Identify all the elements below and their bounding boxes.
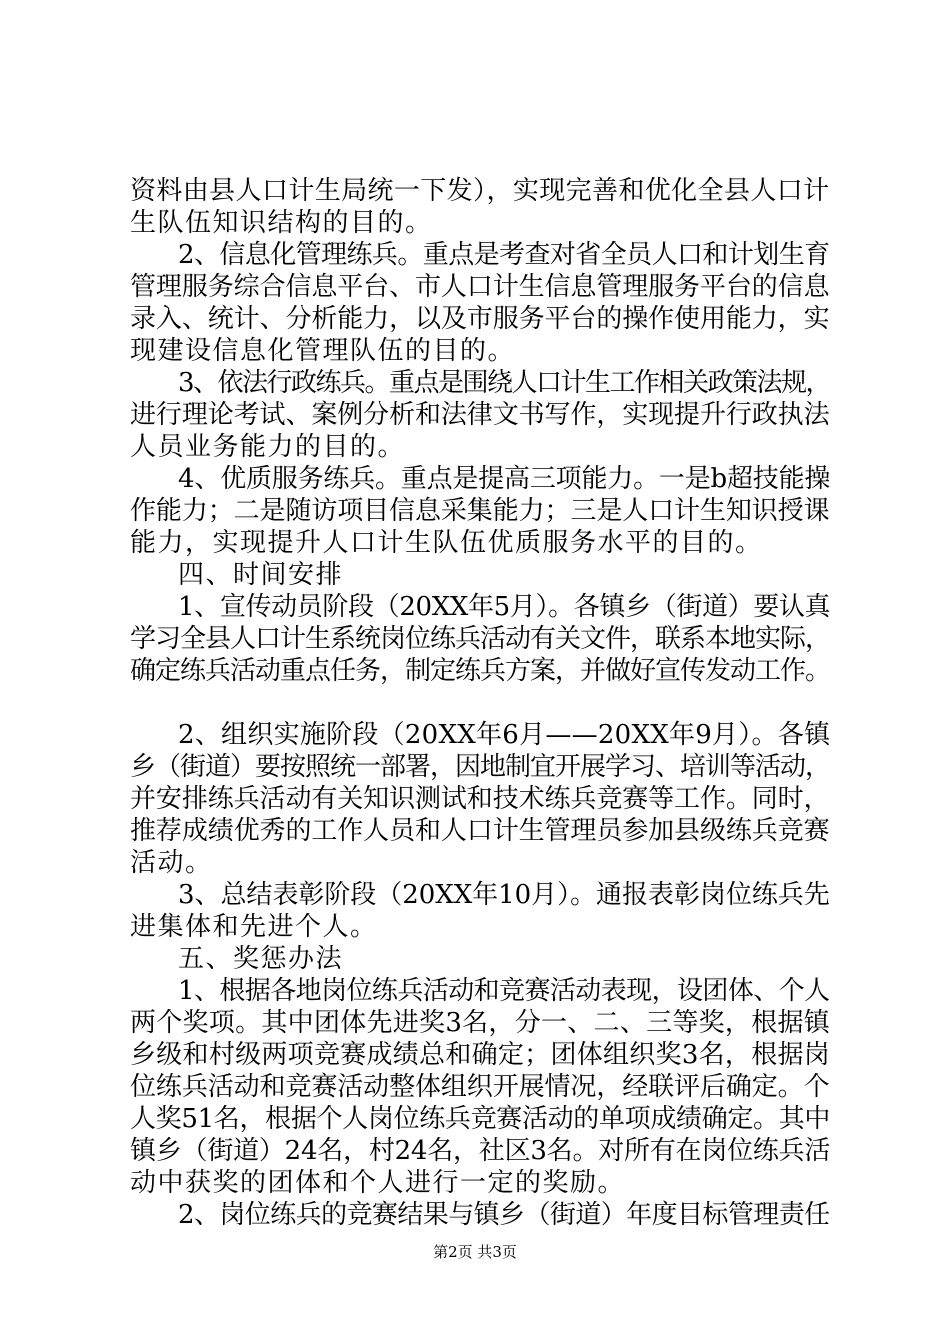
paragraph-line: 进集体和先进个人。 bbox=[130, 912, 378, 942]
paragraph-line: 资料由县人口计生局统一下发），实现完善和优化全县人口计 bbox=[130, 176, 830, 206]
paragraph-line: 进行理论考试、案例分析和法律文书写作，实现提升行政执法 bbox=[130, 400, 830, 430]
paragraph-line: 现建设信息化管理队伍的目的。 bbox=[130, 336, 516, 366]
paragraph-line: 2、信息化管理练兵。重点是考查对省全员人口和计划生育 bbox=[178, 240, 830, 270]
paragraph-line: 两个奖项。其中团体先进奖3名，分一、二、三等奖，根据镇 bbox=[130, 1008, 831, 1038]
paragraph-line: 活动。 bbox=[130, 848, 213, 878]
paragraph-line: 乡（街道）要按照统一部署，因地制宜开展学习、培训等活动， bbox=[130, 752, 831, 782]
paragraph-line: 学习全县人口计生系统岗位练兵活动有关文件，联系本地实际， bbox=[130, 624, 831, 654]
paragraph-line: 1、根据各地岗位练兵活动和竞赛活动表现，设团体、个人 bbox=[178, 976, 830, 1006]
paragraph-line: 2、组织实施阶段（20XX年6月——20XX年9月）。各镇 bbox=[178, 720, 831, 750]
paragraph-line: 4、优质服务练兵。重点是提高三项能力。一是b超技能操 bbox=[178, 464, 831, 494]
paragraph-line: 管理服务综合信息平台、市人口计生信息管理服务平台的信息 bbox=[130, 272, 830, 302]
paragraph-line: 作能力；二是随访项目信息采集能力；三是人口计生知识授课 bbox=[130, 496, 830, 526]
paragraph-line: 确定练兵活动重点任务，制定练兵方案，并做好宣传发动工作。 bbox=[130, 656, 831, 686]
paragraph-line: 2、岗位练兵的竞赛结果与镇乡（街道）年度目标管理责任 bbox=[178, 1200, 830, 1230]
page-footer: 第2页 共3页 bbox=[433, 1243, 517, 1261]
paragraph-line: 人奖51名，根据个人岗位练兵竞赛活动的单项成绩确定。其中 bbox=[130, 1104, 831, 1134]
paragraph-line: 人员业务能力的目的。 bbox=[130, 432, 406, 462]
paragraph-line: 录入、统计、分析能力，以及市服务平台的操作使用能力，实 bbox=[130, 304, 830, 334]
paragraph-line: 1、宣传动员阶段（20XX年5月）。各镇乡（街道）要认真 bbox=[178, 592, 831, 622]
paragraph-line: 3、依法行政练兵。重点是围绕人口计生工作相关政策法规， bbox=[178, 368, 831, 398]
paragraph-line: 位练兵活动和竞赛活动整体组织开展情况，经联评后确定。个 bbox=[130, 1072, 830, 1102]
section-heading: 四、时间安排 bbox=[178, 560, 344, 590]
paragraph-line: 推荐成绩优秀的工作人员和人口计生管理员参加县级练兵竞赛 bbox=[130, 816, 830, 846]
paragraph-line: 生队伍知识结构的目的。 bbox=[130, 208, 433, 238]
paragraph-line: 动中获奖的团体和个人进行一定的奖励。 bbox=[130, 1168, 626, 1198]
section-heading: 五、奖惩办法 bbox=[178, 944, 344, 974]
paragraph-line: 乡级和村级两项竞赛成绩总和确定；团体组织奖3名，根据岗 bbox=[130, 1040, 831, 1070]
paragraph-line: 能力，实现提升人口计生队伍优质服务水平的目的。 bbox=[130, 528, 763, 558]
paragraph-line: 并安排练兵活动有关知识测试和技术练兵竞赛等工作。同时， bbox=[130, 784, 830, 814]
paragraph-line: 3、总结表彰阶段（20XX年10月）。通报表彰岗位练兵先 bbox=[178, 880, 830, 910]
paragraph-line: 镇乡（街道）24名，村24名，社区3名。对所有在岗位练兵活 bbox=[130, 1136, 831, 1166]
